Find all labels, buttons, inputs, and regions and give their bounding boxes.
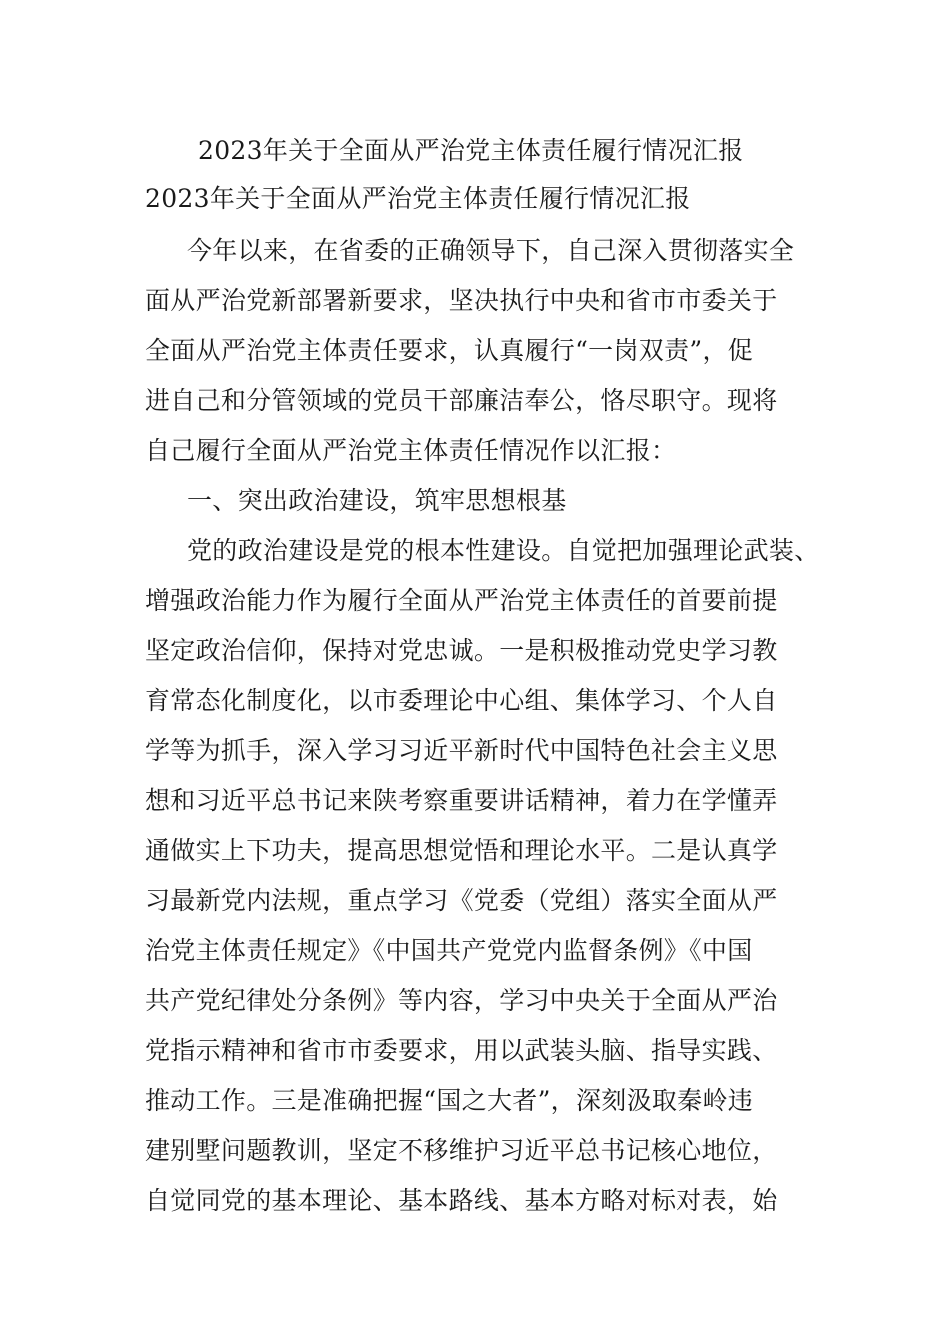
paragraph-line: 增强政治能力作为履行全面从严治党主体责任的首要前提 <box>145 586 778 615</box>
paragraph-line: 共产党纪律处分条例》等内容，学习中央关于全面从严治 <box>145 986 778 1015</box>
paragraph-line: 坚定政治信仰，保持对党忠诚。一是积极推动党史学习教 <box>145 636 778 665</box>
paragraph-line: 党指示精神和省市市委要求，用以武装头脑、指导实践、 <box>145 1036 778 1065</box>
paragraph-line: 党的政治建设是党的根本性建设。自觉把加强理论武装、 <box>187 536 820 565</box>
paragraph-line: 今年以来，在省委的正确领导下，自己深入贯彻落实全 <box>187 236 795 265</box>
paragraph-line: 建别墅问题教训，坚定不移维护习近平总书记核心地位， <box>145 1136 778 1165</box>
paragraph-line: 想和习近平总书记来陕考察重要讲话精神，着力在学懂弄 <box>145 786 778 815</box>
paragraph-line: 面从严治党新部署新要求，坚决执行中央和省市市委关于 <box>145 286 778 315</box>
paragraph-line: 育常态化制度化，以市委理论中心组、集体学习、个人自 <box>145 686 778 715</box>
paragraph-line: 自觉同党的基本理论、基本路线、基本方略对标对表，始 <box>145 1186 778 1215</box>
document-title-repeat: 2023年关于全面从严治党主体责任履行情况汇报 <box>145 184 691 213</box>
paragraph-line: 全面从严治党主体责任要求，认真履行“一岗双责”，促 <box>145 336 754 365</box>
paragraph-line: 治党主体责任规定》《中国共产党党内监督条例》《中国 <box>145 936 753 965</box>
section-heading: 一、突出政治建设，筑牢思想根基 <box>187 486 567 515</box>
paragraph-line: 推动工作。三是准确把握“国之大者”，深刻汲取秦岭违 <box>145 1086 754 1115</box>
paragraph-line: 自己履行全面从严治党主体责任情况作以汇报： <box>145 436 677 465</box>
paragraph-line: 学等为抓手，深入学习习近平新时代中国特色社会主义思 <box>145 736 778 765</box>
paragraph-line: 进自己和分管领域的党员干部廉洁奉公，恪尽职守。现将 <box>145 386 778 415</box>
document-title: 2023年关于全面从严治党主体责任履行情况汇报 <box>198 136 744 165</box>
paragraph-line: 通做实上下功夫，提高思想觉悟和理论水平。二是认真学 <box>145 836 778 865</box>
paragraph-line: 习最新党内法规，重点学习《党委（党组）落实全面从严 <box>145 886 778 915</box>
